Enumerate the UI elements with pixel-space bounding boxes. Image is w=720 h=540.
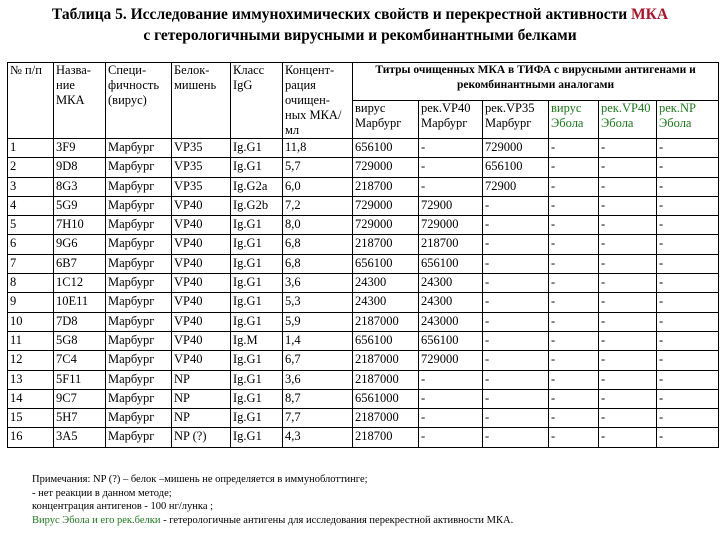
titer-cell: 6561000 [353, 389, 419, 408]
concentration: 6,8 [283, 235, 353, 254]
titer-cell: - [657, 139, 719, 158]
igg-class: Ig.G1 [231, 158, 283, 177]
igg-class: Ig.G1 [231, 370, 283, 389]
titer-cell: - [483, 351, 549, 370]
titer-cell: - [483, 409, 549, 428]
mab-name: 7H10 [54, 216, 106, 235]
specificity: Марбург [106, 351, 172, 370]
titer-cell: - [599, 351, 657, 370]
table-row [8, 428, 719, 447]
concentration: 5,9 [283, 312, 353, 331]
sub-rec-vp40-marburg: рек.VP40 Марбург [419, 101, 483, 139]
titer-cell: - [419, 139, 483, 158]
concentration: 8,0 [283, 216, 353, 235]
titer-cell: - [549, 293, 599, 312]
titer-cell: 218700 [353, 428, 419, 447]
specificity: Марбург [106, 370, 172, 389]
header-name: Назва-ние МКА [54, 63, 106, 139]
target-protein: NP [172, 409, 231, 428]
titer-cell: - [549, 370, 599, 389]
titer-cell: - [419, 409, 483, 428]
titer-cell: - [657, 158, 719, 177]
target-protein: NP [172, 389, 231, 408]
sub-marburg-virus: вирус Марбург [353, 101, 419, 139]
titer-cell: - [599, 235, 657, 254]
titer-cell: - [657, 351, 719, 370]
titer-cell: - [657, 177, 719, 196]
mab-name: 9C7 [54, 389, 106, 408]
header-titers: Титры очищенных МКА в ТИФА с вирусными антигенами и рекомбинантными аналогами [353, 63, 719, 101]
row-num: 9 [8, 293, 54, 312]
titer-cell: - [549, 351, 599, 370]
concentration: 5,7 [283, 158, 353, 177]
concentration: 11,8 [283, 139, 353, 158]
mab-name: 5F11 [54, 370, 106, 389]
titer-cell: - [549, 254, 599, 273]
concentration: 7,2 [283, 196, 353, 215]
titer-cell: 24300 [353, 293, 419, 312]
target-protein: NP (?) [172, 428, 231, 447]
igg-class: Ig.G1 [231, 254, 283, 273]
specificity: Марбург [106, 177, 172, 196]
row-num: 13 [8, 370, 54, 389]
note-4-green: Вирус Эбола и его рек.белки [32, 514, 161, 526]
mab-name: 3A5 [54, 428, 106, 447]
concentration: 3,6 [283, 274, 353, 293]
row-num: 3 [8, 177, 54, 196]
header-spec: Специ-фичность (вирус) [106, 63, 172, 139]
sub-ebola-virus: вирус Эбола [549, 101, 599, 139]
titer-cell: - [599, 370, 657, 389]
row-num: 14 [8, 389, 54, 408]
title-line-2: с гетерологичными вирусными и рекомбинантными белками [143, 27, 577, 44]
row-num: 16 [8, 428, 54, 447]
mab-name: 7C4 [54, 351, 106, 370]
note-4 [32, 514, 712, 528]
titer-cell: - [599, 158, 657, 177]
table-row [8, 274, 719, 293]
specificity: Марбург [106, 293, 172, 312]
titer-cell: 24300 [353, 274, 419, 293]
titer-cell: 729000 [483, 139, 549, 158]
igg-class: Ig.G1 [231, 216, 283, 235]
titer-cell: - [483, 389, 549, 408]
titer-cell: 656100 [353, 331, 419, 350]
sub-rec-vp40-ebola: рек.VP40 Эбола [599, 101, 657, 139]
titer-cell: - [419, 389, 483, 408]
target-protein: VP35 [172, 177, 231, 196]
table-row [8, 254, 719, 273]
table-row [8, 293, 719, 312]
titer-cell: - [483, 370, 549, 389]
titer-cell: - [483, 274, 549, 293]
table-row [8, 409, 719, 428]
titer-cell: 2187000 [353, 370, 419, 389]
titer-cell: - [599, 139, 657, 158]
row-num: 10 [8, 312, 54, 331]
titer-cell: 656100 [353, 139, 419, 158]
titer-cell: - [419, 158, 483, 177]
sub-rec-np-ebola: рек.NP Эбола [657, 101, 719, 139]
target-protein: VP40 [172, 254, 231, 273]
specificity: Марбург [106, 331, 172, 350]
row-num: 5 [8, 216, 54, 235]
mab-name: 3F9 [54, 139, 106, 158]
titer-cell: - [657, 196, 719, 215]
header-class: Класс IgG [231, 63, 283, 139]
titer-cell: - [549, 158, 599, 177]
specificity: Марбург [106, 254, 172, 273]
mab-name: 10E11 [54, 293, 106, 312]
igg-class: Ig.G1 [231, 351, 283, 370]
row-num: 12 [8, 351, 54, 370]
titer-cell: 656100 [483, 158, 549, 177]
specificity: Марбург [106, 389, 172, 408]
titer-cell: - [549, 331, 599, 350]
concentration: 5,3 [283, 293, 353, 312]
igg-class: Ig.G1 [231, 274, 283, 293]
target-protein: VP40 [172, 312, 231, 331]
igg-class: Ig.M [231, 331, 283, 350]
mab-name: 6B7 [54, 254, 106, 273]
header-conc: Концент-рация очищен-ных МКА/мл [283, 63, 353, 139]
titer-cell: - [599, 331, 657, 350]
target-protein: VP40 [172, 235, 231, 254]
sub-rec-vp35-marburg: рек.VP35 Марбург [483, 101, 549, 139]
specificity: Марбург [106, 235, 172, 254]
titer-cell: - [657, 428, 719, 447]
titer-cell: - [599, 216, 657, 235]
header-target: Белок-мишень [172, 63, 231, 139]
concentration: 7,7 [283, 409, 353, 428]
target-protein: VP40 [172, 331, 231, 350]
table-row [8, 158, 719, 177]
titer-cell: - [599, 389, 657, 408]
titer-cell: 729000 [419, 351, 483, 370]
titer-cell: 218700 [419, 235, 483, 254]
titer-cell: - [599, 409, 657, 428]
titer-cell: - [549, 139, 599, 158]
titer-cell: 729000 [353, 158, 419, 177]
table-row [8, 351, 719, 370]
titer-cell: - [483, 196, 549, 215]
specificity: Марбург [106, 158, 172, 177]
titer-cell: - [549, 428, 599, 447]
mab-name: 5H7 [54, 409, 106, 428]
igg-class: Ig.G1 [231, 312, 283, 331]
titer-cell: 243000 [419, 312, 483, 331]
titer-cell: - [549, 196, 599, 215]
igg-class: Ig.G1 [231, 139, 283, 158]
igg-class: Ig.G1 [231, 409, 283, 428]
titer-cell: - [549, 409, 599, 428]
titer-cell: 729000 [353, 216, 419, 235]
note-4-rest: - гетерологичные антигены для исследования перекрестной активности МКА. [160, 514, 514, 526]
titer-cell: - [483, 216, 549, 235]
titer-cell: 2187000 [353, 409, 419, 428]
titer-cell: - [599, 293, 657, 312]
row-num: 2 [8, 158, 54, 177]
mab-name: 5G8 [54, 331, 106, 350]
row-num: 6 [8, 235, 54, 254]
titer-cell: - [657, 389, 719, 408]
target-protein: VP40 [172, 274, 231, 293]
mab-name: 1C12 [54, 274, 106, 293]
titer-cell: 24300 [419, 293, 483, 312]
titer-cell: - [549, 389, 599, 408]
igg-class: Ig.G1 [231, 428, 283, 447]
titer-cell: - [657, 235, 719, 254]
table-row [8, 235, 719, 254]
header-row [8, 63, 719, 101]
titer-cell: - [657, 216, 719, 235]
titer-cell: - [549, 312, 599, 331]
titer-cell: - [483, 235, 549, 254]
target-protein: VP35 [172, 158, 231, 177]
mab-name: 9D8 [54, 158, 106, 177]
table-row [8, 312, 719, 331]
header-num: № п/п [8, 63, 54, 139]
results-table [7, 62, 719, 448]
igg-class: Ig.G1 [231, 235, 283, 254]
specificity: Марбург [106, 139, 172, 158]
specificity: Марбург [106, 312, 172, 331]
titer-cell: - [657, 274, 719, 293]
igg-class: Ig.G2b [231, 196, 283, 215]
titer-cell: 656100 [419, 254, 483, 273]
titer-cell: - [657, 293, 719, 312]
table-row [8, 331, 719, 350]
titer-cell: - [483, 312, 549, 331]
target-protein: VP35 [172, 139, 231, 158]
target-protein: VP40 [172, 196, 231, 215]
titer-cell: - [419, 428, 483, 447]
titer-cell: - [483, 254, 549, 273]
titer-cell: - [599, 254, 657, 273]
titer-cell: - [599, 177, 657, 196]
mab-name: 5G9 [54, 196, 106, 215]
titer-cell: - [599, 274, 657, 293]
titer-cell: 218700 [353, 177, 419, 196]
row-num: 7 [8, 254, 54, 273]
row-num: 11 [8, 331, 54, 350]
concentration: 1,4 [283, 331, 353, 350]
titer-cell: - [483, 293, 549, 312]
concentration: 4,3 [283, 428, 353, 447]
specificity: Марбург [106, 274, 172, 293]
table-row [8, 139, 719, 158]
row-num: 8 [8, 274, 54, 293]
titer-cell: - [419, 177, 483, 196]
table-row [8, 177, 719, 196]
concentration: 3,6 [283, 370, 353, 389]
target-protein: VP40 [172, 293, 231, 312]
titer-cell: 729000 [353, 196, 419, 215]
titer-cell: - [657, 409, 719, 428]
titer-cell: 2187000 [353, 312, 419, 331]
titer-cell: 24300 [419, 274, 483, 293]
title-line-1 [0, 4, 720, 25]
titer-cell: - [657, 312, 719, 331]
title-text: Таблица 5. Исследование иммунохимических свойств и перекрестной активности [51, 6, 628, 23]
igg-class: Ig.G1 [231, 293, 283, 312]
concentration: 6,8 [283, 254, 353, 273]
titer-cell: 656100 [419, 331, 483, 350]
table-body [8, 139, 719, 448]
titer-cell: 218700 [353, 235, 419, 254]
titer-cell: 656100 [353, 254, 419, 273]
mab-name: 7D8 [54, 312, 106, 331]
row-num: 1 [8, 139, 54, 158]
specificity: Марбург [106, 196, 172, 215]
table-row [8, 370, 719, 389]
titer-cell: - [419, 370, 483, 389]
titer-cell: - [599, 428, 657, 447]
titer-cell: - [657, 254, 719, 273]
specificity: Марбург [106, 216, 172, 235]
titer-cell: 2187000 [353, 351, 419, 370]
titer-cell: - [483, 331, 549, 350]
titer-cell: - [599, 312, 657, 331]
title-accent: МКА [631, 6, 669, 23]
note-1: Примечания: NP (?) – белок –мишень не определяется в иммуноблоттинге; [32, 474, 368, 485]
titer-cell: - [549, 177, 599, 196]
target-protein: NP [172, 370, 231, 389]
table-row [8, 196, 719, 215]
target-protein: VP40 [172, 351, 231, 370]
titer-cell: 729000 [419, 216, 483, 235]
titer-cell: - [657, 331, 719, 350]
specificity: Марбург [106, 428, 172, 447]
table-title [0, 4, 720, 46]
table-row [8, 216, 719, 235]
titer-cell: - [483, 428, 549, 447]
row-num: 4 [8, 196, 54, 215]
concentration: 6,7 [283, 351, 353, 370]
titer-cell: 72900 [483, 177, 549, 196]
igg-class: Ig.G1 [231, 389, 283, 408]
titer-cell: - [549, 235, 599, 254]
specificity: Марбург [106, 409, 172, 428]
table-row [8, 389, 719, 408]
igg-class: Ig.G2a [231, 177, 283, 196]
titer-cell: - [657, 370, 719, 389]
note-3: концентрация антигенов - 100 нг/лунка ; [32, 501, 214, 512]
row-num: 15 [8, 409, 54, 428]
titer-cell: 72900 [419, 196, 483, 215]
titer-cell: - [549, 274, 599, 293]
notes [32, 473, 712, 527]
target-protein: VP40 [172, 216, 231, 235]
note-2: - нет реакции в данном методе; [32, 487, 172, 499]
concentration: 6,0 [283, 177, 353, 196]
titer-cell: - [549, 216, 599, 235]
concentration: 8,7 [283, 389, 353, 408]
mab-name: 9G6 [54, 235, 106, 254]
titer-cell: - [599, 196, 657, 215]
mab-name: 8G3 [54, 177, 106, 196]
